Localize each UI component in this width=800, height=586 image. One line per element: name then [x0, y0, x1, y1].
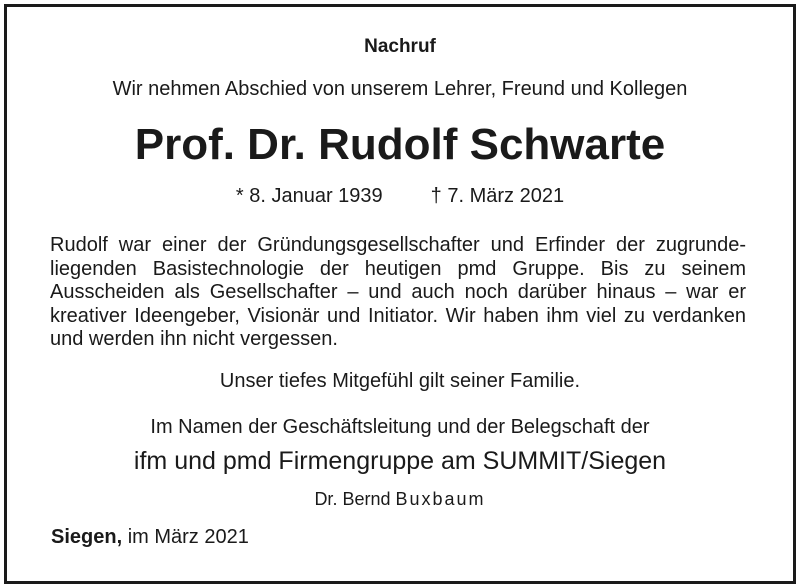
notice-heading: Nachruf [364, 36, 436, 57]
tribute-line: liegenden Basistechnologie der heutigen pmd Gruppe. Bis zu seinem [50, 257, 746, 280]
tribute-line: Ausscheiden als Gesellschafter – und auch noch darüber hinaus – war er [50, 281, 746, 303]
place-date [51, 526, 249, 549]
death-date: † 7. März 2021 [430, 185, 565, 207]
company-name: ifm und pmd Firmengruppe am SUMMIT/Siegen [133, 447, 667, 475]
signatory-first: Dr. Bernd [314, 489, 391, 509]
tribute-line: und werden ihn nicht vergessen. [50, 328, 338, 350]
life-dates [0, 185, 800, 208]
birth-date: * 8. Januar 1939 [235, 185, 383, 207]
farewell-intro: Wir nehmen Abschied von unserem Lehrer, Freund und Kollegen [112, 78, 688, 100]
condolence-text: Unser tiefes Mitgefühl gilt seiner Familie. [219, 370, 581, 392]
place-city: Siegen, [51, 526, 123, 548]
tribute-text [50, 234, 746, 352]
tribute-line: Rudolf war einer der Gründungsgesellschafter und Erfinder der zugrunde- [50, 234, 746, 256]
place-date-text: im März 2021 [127, 526, 249, 548]
signatory-surname: Buxbaum [395, 489, 486, 509]
tribute-line: kreativer Ideengeber, Visionär und Initiator. Wir haben ihm viel zu verdanken [50, 304, 746, 327]
signatory [0, 489, 800, 510]
on-behalf-text: Im Namen der Geschäftsleitung und der Belegschaft der [150, 416, 650, 438]
deceased-name: Prof. Dr. Rudolf Schwarte [134, 120, 666, 169]
